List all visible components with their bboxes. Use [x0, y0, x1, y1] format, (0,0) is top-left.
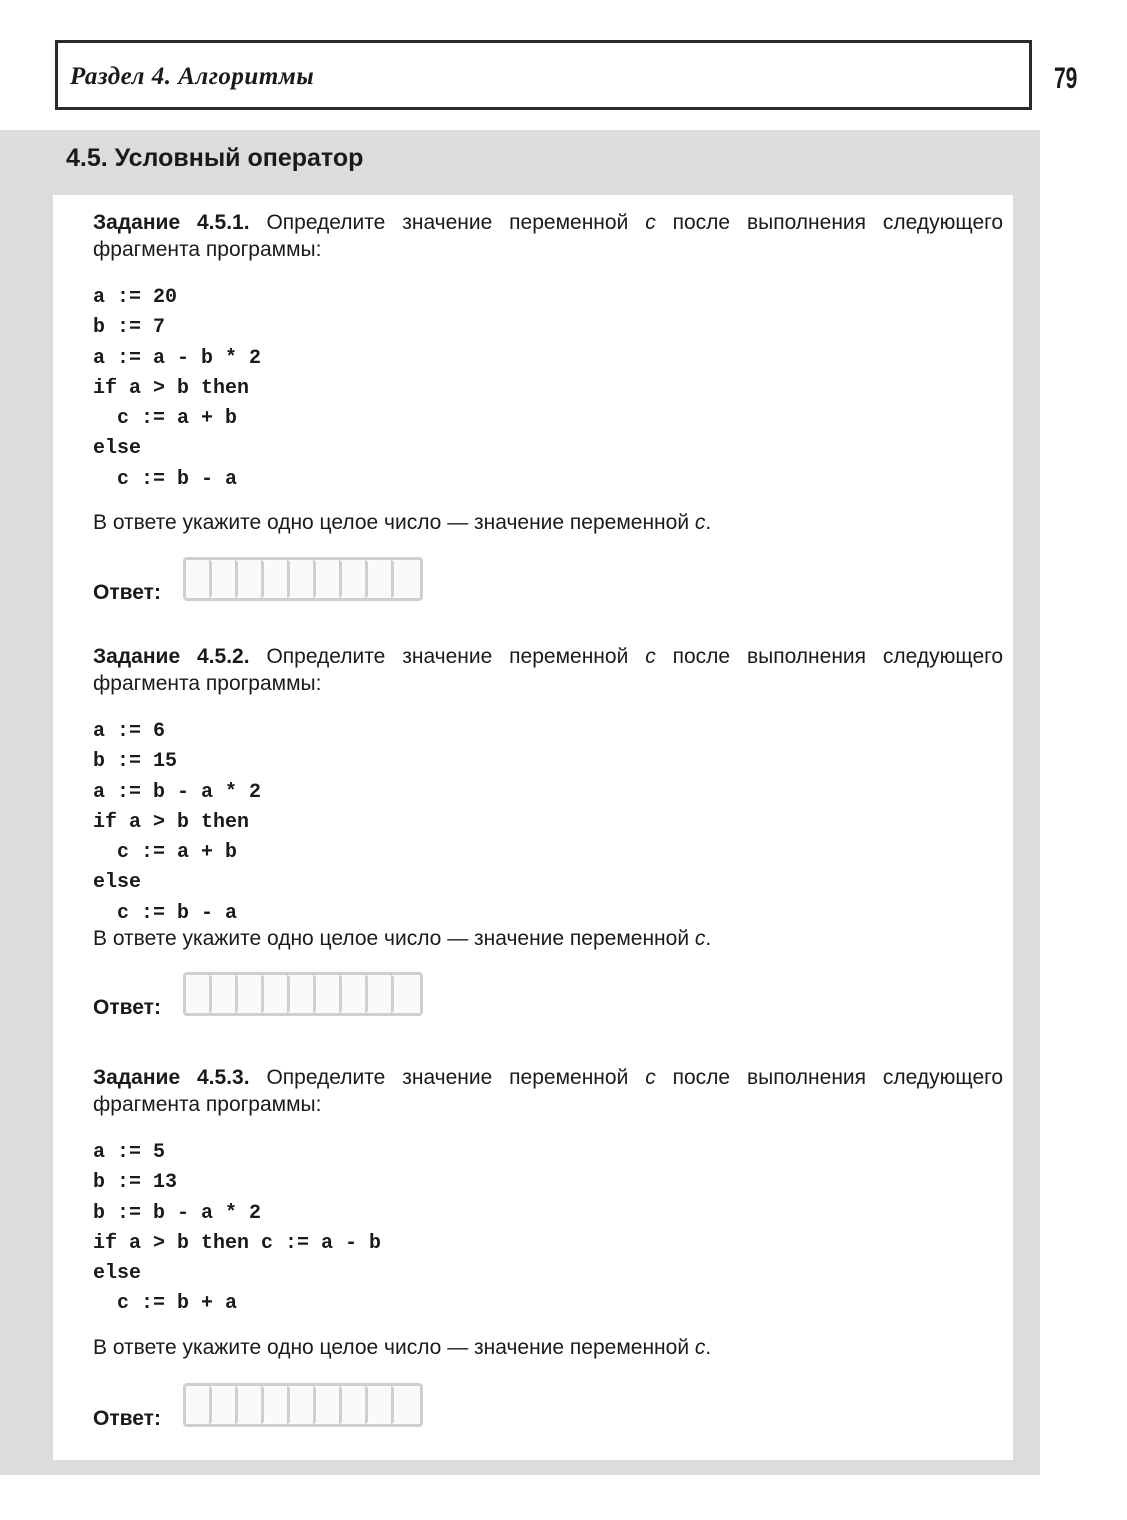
answer-cell[interactable] [342, 560, 368, 598]
task-3 [93, 1064, 1003, 1433]
code-line: c := b - a [117, 901, 238, 925]
code-line: if a > b then [93, 376, 250, 400]
code-line: a := 20 [93, 286, 178, 309]
task-1-instruction [93, 509, 1003, 536]
task-3-instruction [93, 1334, 1003, 1361]
task-3-text-after: после выполнения следующего фрагмента программы: [93, 1066, 1003, 1116]
code-line: else [93, 437, 142, 461]
code-line: a := a - b * 2 [93, 346, 262, 370]
answer-label: Ответ: [93, 996, 161, 1020]
answer-cell[interactable] [290, 1386, 316, 1424]
code-line: b := 13 [93, 1171, 178, 1195]
task-1-text-before: Определите значение переменной [249, 211, 646, 234]
section-header-box [55, 40, 1032, 110]
answer-cell[interactable] [342, 1386, 368, 1424]
task-3-instruction-var: c [694, 1335, 706, 1359]
task-2-instruction-var: c [694, 927, 706, 951]
section-header-title: Раздел 4. Алгоритмы [70, 63, 315, 90]
task-2-var: c [645, 645, 656, 668]
code-line: b := 15 [93, 750, 178, 774]
answer-input[interactable] [183, 557, 423, 601]
answer-cell[interactable] [368, 975, 394, 1013]
code-line: c := b - a [117, 467, 238, 491]
task-2 [93, 643, 1003, 1022]
task-2-label: Задание 4.5.2. [93, 645, 250, 668]
code-line: c := a + b [117, 407, 238, 431]
task-3-instruction-end: . [705, 1335, 712, 1359]
task-3-instruction-text: В ответе укажите одно целое число — значение переменной [93, 1335, 695, 1359]
code-line: else [93, 1262, 142, 1286]
code-line: a := b - a * 2 [93, 780, 262, 804]
answer-cell[interactable] [316, 560, 342, 598]
page-number: 79 [1054, 62, 1078, 95]
answer-cell[interactable] [238, 975, 264, 1013]
task-1-instruction-var: c [694, 511, 706, 535]
answer-cell[interactable] [342, 975, 368, 1013]
answer-cell[interactable] [394, 1386, 420, 1424]
code-line: c := a + b [117, 841, 238, 865]
answer-cell[interactable] [186, 1386, 212, 1424]
task-1-instruction-text: В ответе укажите одно целое число — значение переменной [93, 511, 695, 535]
task-3-label: Задание 4.5.3. [93, 1066, 250, 1089]
task-1-answer [93, 557, 1003, 607]
code-line: b := b - a * 2 [93, 1201, 262, 1225]
answer-cell[interactable] [264, 1386, 290, 1424]
answer-cell[interactable] [264, 560, 290, 598]
code-line: b := 7 [93, 316, 166, 340]
code-line: if a > b then [93, 810, 250, 834]
task-1-var: c [645, 211, 656, 234]
answer-cell[interactable] [212, 1386, 238, 1424]
code-line: c := b + a [117, 1292, 238, 1316]
code-line: a := 6 [93, 720, 166, 743]
task-1-statement [93, 209, 1003, 263]
task-2-instruction-end: . [705, 927, 712, 951]
task-2-answer [93, 972, 1003, 1022]
task-1-label: Задание 4.5.1. [93, 211, 250, 234]
task-1 [93, 209, 1003, 607]
code-line: else [93, 871, 142, 895]
answer-cell[interactable] [264, 975, 290, 1013]
answer-cell[interactable] [212, 560, 238, 598]
code-line: if a > b then c := a - b [93, 1231, 382, 1255]
task-3-text-before: Определите значение переменной [249, 1066, 646, 1089]
answer-cell[interactable] [394, 975, 420, 1013]
answer-cell[interactable] [368, 1386, 394, 1424]
answer-cell[interactable] [316, 975, 342, 1013]
task-1-instruction-end: . [705, 511, 712, 535]
answer-cell[interactable] [316, 1386, 342, 1424]
answer-cell[interactable] [290, 975, 316, 1013]
task-2-instruction-text: В ответе укажите одно целое число — значение переменной [93, 927, 695, 951]
task-2-instruction [93, 925, 1003, 952]
task-1-text-after: после выполнения следующего фрагмента программы: [93, 211, 1003, 261]
answer-label: Ответ: [93, 581, 161, 605]
task-2-code [93, 717, 1003, 929]
answer-cell[interactable] [238, 560, 264, 598]
answer-cell[interactable] [186, 975, 212, 1013]
task-2-statement [93, 643, 1003, 697]
answer-cell[interactable] [238, 1386, 264, 1424]
task-3-code [93, 1138, 1003, 1320]
answer-cell[interactable] [394, 560, 420, 598]
task-3-var: c [645, 1066, 656, 1089]
task-2-text-after: после выполнения следующего фрагмента программы: [93, 645, 1003, 695]
tasks-content [53, 195, 1013, 1460]
answer-cell[interactable] [186, 560, 212, 598]
answer-input[interactable] [183, 1383, 423, 1427]
answer-label: Ответ: [93, 1406, 161, 1430]
task-3-statement [93, 1064, 1003, 1118]
answer-input[interactable] [183, 972, 423, 1016]
task-1-code [93, 283, 1003, 495]
answer-cell[interactable] [290, 560, 316, 598]
task-2-text-before: Определите значение переменной [249, 645, 646, 668]
task-3-answer [93, 1383, 1003, 1433]
section-title: 4.5. Условный оператор [66, 144, 364, 172]
answer-cell[interactable] [368, 560, 394, 598]
code-line: a := 5 [93, 1141, 166, 1164]
answer-cell[interactable] [212, 975, 238, 1013]
